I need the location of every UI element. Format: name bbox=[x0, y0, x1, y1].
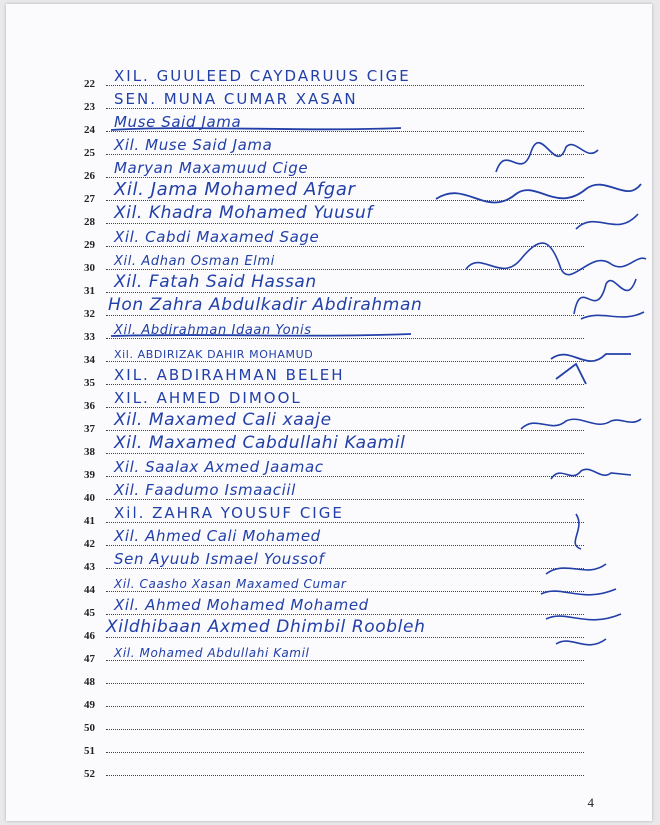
dotted-rule bbox=[106, 660, 584, 661]
list-item bbox=[84, 110, 584, 136]
dotted-rule bbox=[106, 453, 584, 454]
dotted-rule bbox=[106, 338, 584, 339]
dotted-rule bbox=[106, 775, 584, 776]
line-number: 39 bbox=[84, 469, 95, 481]
dotted-rule bbox=[106, 269, 584, 270]
page-number: 4 bbox=[587, 795, 594, 810]
list-item bbox=[84, 317, 584, 343]
handwritten-name: Muse Said Jama bbox=[114, 113, 242, 131]
dotted-rule bbox=[106, 361, 584, 362]
handwritten-name: Xil. Khadra Mohamed Yuusuf bbox=[114, 203, 373, 223]
line-number: 28 bbox=[84, 216, 95, 228]
line-number: 47 bbox=[84, 653, 95, 665]
line-number: 45 bbox=[84, 607, 95, 619]
line-number: 31 bbox=[84, 285, 95, 297]
dotted-rule bbox=[106, 200, 584, 201]
line-number: 26 bbox=[84, 170, 95, 182]
dotted-rule bbox=[106, 430, 584, 431]
list-item bbox=[84, 685, 584, 711]
handwritten-name: Xil. Caasho Xasan Maxamed Cumar bbox=[114, 577, 347, 591]
line-number: 44 bbox=[84, 584, 95, 596]
dotted-rule bbox=[106, 614, 584, 615]
dotted-rule bbox=[106, 706, 584, 707]
dotted-rule bbox=[106, 591, 584, 592]
line-number: 42 bbox=[84, 538, 95, 550]
dotted-rule bbox=[106, 729, 584, 730]
dotted-rule bbox=[106, 499, 584, 500]
list-item bbox=[84, 754, 584, 780]
line-number: 36 bbox=[84, 400, 95, 412]
handwritten-name: Xildhibaan Axmed Dhimbil Roobleh bbox=[106, 617, 426, 637]
line-number: 41 bbox=[84, 515, 95, 527]
handwritten-name: Xil. ZAHRA YOUSUF CIGE bbox=[114, 504, 344, 522]
dotted-rule bbox=[106, 131, 584, 132]
line-number: 52 bbox=[84, 768, 95, 780]
list-item bbox=[84, 225, 584, 251]
dotted-rule bbox=[106, 246, 584, 247]
handwritten-name: XIL. AHMED DIMOOL bbox=[114, 389, 302, 407]
line-number: 35 bbox=[84, 377, 95, 389]
list-item bbox=[84, 593, 584, 619]
list-item bbox=[84, 363, 584, 389]
handwritten-name: SEN. MUNA CUMAR XASAN bbox=[114, 90, 358, 108]
line-number: 46 bbox=[84, 630, 95, 642]
line-number: 51 bbox=[84, 745, 95, 757]
list-item bbox=[84, 87, 584, 113]
list-item bbox=[84, 156, 584, 182]
line-number: 49 bbox=[84, 699, 95, 711]
list-item bbox=[84, 409, 584, 435]
line-number: 24 bbox=[84, 124, 95, 136]
line-number: 38 bbox=[84, 446, 95, 458]
list-item bbox=[84, 708, 584, 734]
list-item bbox=[84, 432, 584, 458]
list-item bbox=[84, 271, 584, 297]
handwritten-name: Xil. Adhan Osman Elmi bbox=[114, 254, 275, 269]
dotted-rule bbox=[106, 545, 584, 546]
list-item bbox=[84, 478, 584, 504]
line-number: 48 bbox=[84, 676, 95, 688]
list-item bbox=[84, 340, 584, 366]
dotted-rule bbox=[106, 476, 584, 477]
list-item bbox=[84, 616, 584, 642]
handwritten-name: Xil. Abdirahman Idaan Yonis bbox=[114, 323, 312, 338]
list-item bbox=[84, 179, 584, 205]
handwritten-name: Xil. Jama Mohamed Afgar bbox=[114, 179, 356, 200]
handwritten-name: XIL. GUULEED CAYDARUUS CIGE bbox=[114, 67, 411, 85]
line-number: 30 bbox=[84, 262, 95, 274]
line-number: 40 bbox=[84, 492, 95, 504]
list-item bbox=[84, 547, 584, 573]
list-item bbox=[84, 386, 584, 412]
line-number: 43 bbox=[84, 561, 95, 573]
line-number: 25 bbox=[84, 147, 95, 159]
handwritten-name: Sen Ayuub Ismael Youssof bbox=[114, 550, 325, 568]
handwritten-name: Xil. Cabdi Maxamed Sage bbox=[114, 228, 320, 246]
handwritten-name: Xil. Fatah Said Hassan bbox=[114, 272, 317, 292]
list-item bbox=[84, 570, 584, 596]
dotted-rule bbox=[106, 522, 584, 523]
line-number: 33 bbox=[84, 331, 95, 343]
dotted-rule bbox=[106, 568, 584, 569]
dotted-rule bbox=[106, 637, 584, 638]
list-item bbox=[84, 524, 584, 550]
line-number: 22 bbox=[84, 78, 95, 90]
dotted-rule bbox=[106, 407, 584, 408]
line-number: 23 bbox=[84, 101, 95, 113]
handwritten-name: Xil. Maxamed Cabdullahi Kaamil bbox=[114, 433, 406, 453]
handwritten-name: Hon Zahra Abdulkadir Abdirahman bbox=[108, 295, 423, 315]
dotted-rule bbox=[106, 154, 584, 155]
list-item bbox=[84, 662, 584, 688]
dotted-rule bbox=[106, 108, 584, 109]
list-item bbox=[84, 501, 584, 527]
line-number: 50 bbox=[84, 722, 95, 734]
list-item bbox=[84, 64, 584, 90]
list-item bbox=[84, 731, 584, 757]
line-number: 32 bbox=[84, 308, 95, 320]
dotted-rule bbox=[106, 384, 584, 385]
dotted-rule bbox=[106, 177, 584, 178]
handwritten-name: Xil. Mohamed Abdullahi Kamil bbox=[114, 646, 310, 660]
dotted-rule bbox=[106, 292, 584, 293]
dotted-rule bbox=[106, 223, 584, 224]
list-item bbox=[84, 455, 584, 481]
handwritten-name: Xil. Faadumo Ismaaciil bbox=[114, 481, 296, 499]
list-item bbox=[84, 294, 584, 320]
dotted-rule bbox=[106, 315, 584, 316]
handwritten-name: Xil. Ahmed Mohamed Mohamed bbox=[114, 596, 369, 614]
document-page bbox=[6, 4, 652, 821]
handwritten-name: Xil. Saalax Axmed Jaamac bbox=[114, 458, 324, 476]
dotted-rule bbox=[106, 752, 584, 753]
dotted-rule bbox=[106, 683, 584, 684]
line-number: 29 bbox=[84, 239, 95, 251]
list-item bbox=[84, 248, 584, 274]
handwritten-name: Xil. Muse Said Jama bbox=[114, 136, 273, 154]
line-number: 27 bbox=[84, 193, 95, 205]
line-number: 34 bbox=[84, 354, 95, 366]
handwritten-name: Xil. Ahmed Cali Mohamed bbox=[114, 527, 321, 545]
handwritten-name: Maryan Maxamuud Cige bbox=[114, 159, 309, 177]
handwritten-name: Xil. Maxamed Cali xaaje bbox=[114, 410, 332, 430]
dotted-rule bbox=[106, 85, 584, 86]
handwritten-name: XIL. ABDIRAHMAN BELEH bbox=[114, 366, 345, 384]
handwritten-name: Xil. ABDIRIZAK DAHIR MOHAMUD bbox=[114, 348, 314, 361]
list-item bbox=[84, 639, 584, 665]
list-item bbox=[84, 133, 584, 159]
list-item bbox=[84, 202, 584, 228]
line-number: 37 bbox=[84, 423, 95, 435]
